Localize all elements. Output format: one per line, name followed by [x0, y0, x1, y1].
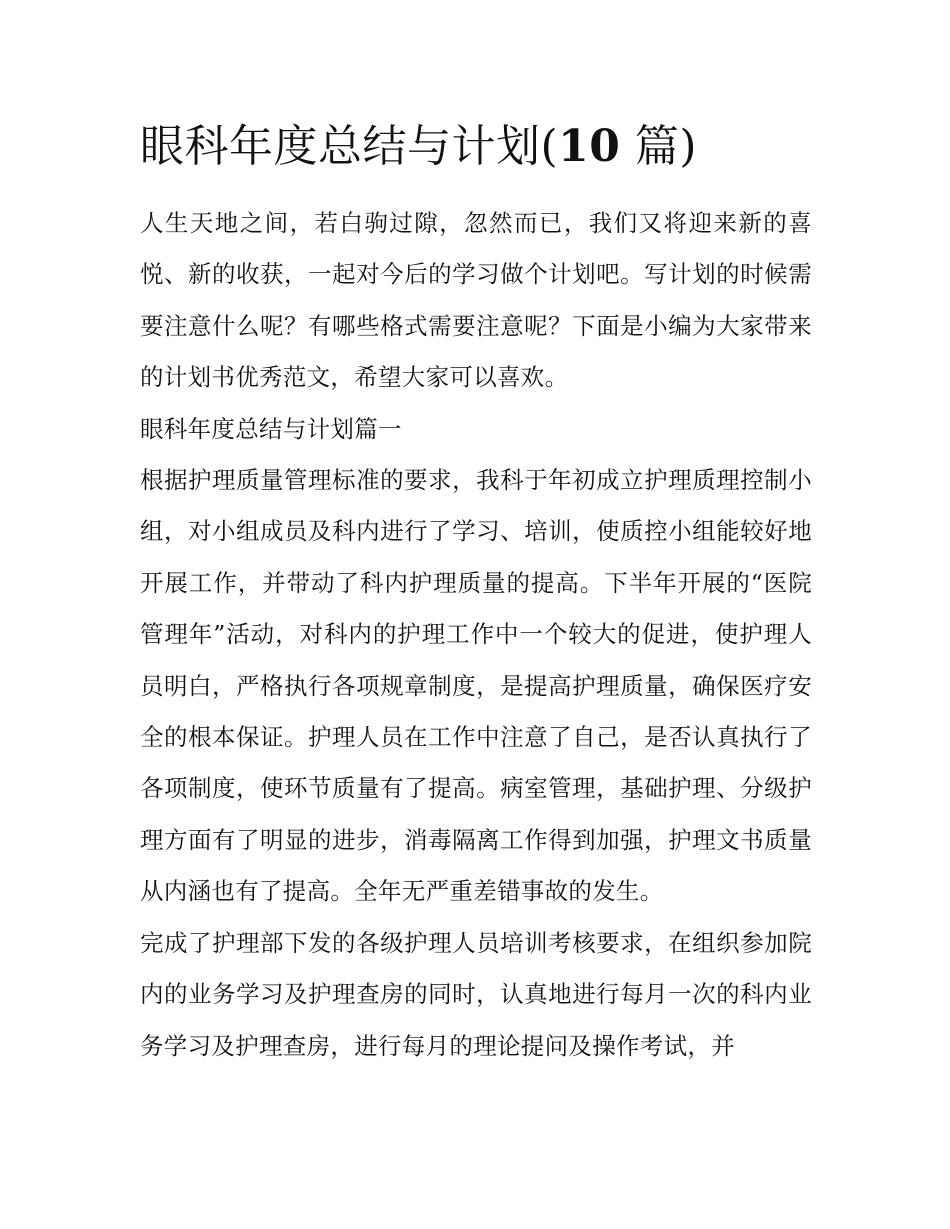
body-paragraph: 完成了护理部下发的各级护理人员培训考核要求，在组织参加院内的业务学习及护理查房的同时，认真地进行每月一次的科内业务学习及护理查房，进行每月的理论提问及操作考试，并 — [140, 928, 812, 1060]
document-page — [140, 112, 812, 1072]
body-paragraph: 根据护理质量管理标准的要求，我科于年初成立护理质理控制小组，对小组成员及科内进行了学习、培训，使质控小组能较好地开展工作，并带动了科内护理质量的提高。下半年开展的“医院管理年”活动，对科内的护理工作中一个较大的促进，使护理人员明白，严格执行各项规章制度，是提高护理质量，确保医疗安全的根本保证。护理人员在工作中注意了自己，是否认真执行了各项制度，使环节质量有了提高。病室管理，基础护理、分级护理方面有了明显的进步，消毒隔离工作得到加强，护理文书质量从内涵也有了提高。全年无严重差错事故的发生。 — [140, 466, 812, 906]
intro-paragraph: 人生天地之间，若白驹过隙，忽然而已，我们又将迎来新的喜悦、新的收获，一起对今后的学习做个计划吧。写计划的时候需要注意什么呢？有哪些格式需要注意呢？下面是小编为大家带来的计划书优秀范文，希望大家可以喜欢。 — [140, 209, 812, 392]
title-number: 10 — [558, 121, 621, 172]
document-title — [140, 112, 812, 182]
section-heading: 眼科年度总结与计划篇一 — [140, 414, 402, 443]
title-prefix: 眼科年度总结与计划( — [140, 121, 559, 172]
title-suffix: 篇) — [620, 121, 698, 172]
